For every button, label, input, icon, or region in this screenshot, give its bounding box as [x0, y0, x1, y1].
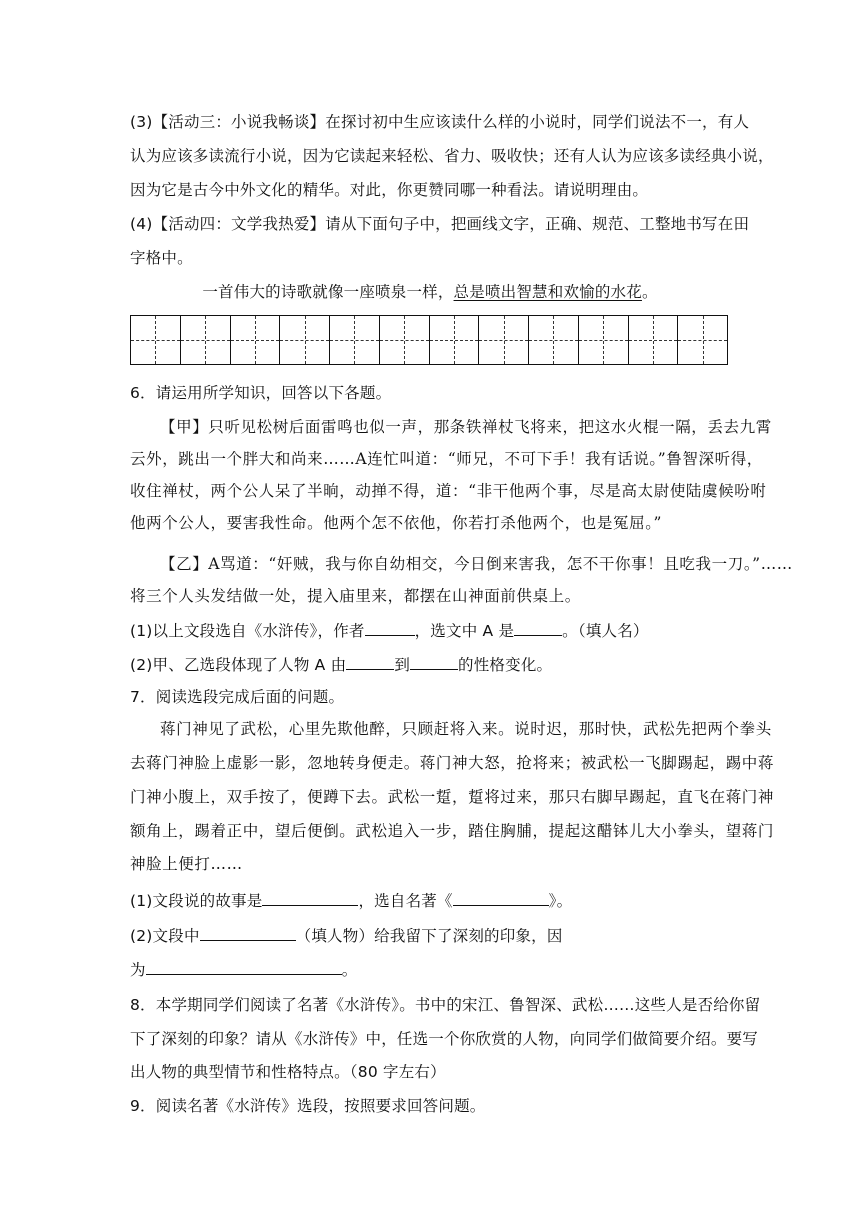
q6-sub2-text-a: (2)甲、乙选段体现了人物 A 由 — [130, 656, 347, 674]
grid-cell[interactable] — [231, 316, 281, 364]
grid-cell[interactable] — [529, 316, 579, 364]
q7-sub1-text-b: ，选自名著《 — [358, 892, 453, 910]
q5-item4-line2: 字格中。 — [130, 249, 193, 267]
q8-line3: 出人物的典型情节和性格特点。（80 字左右） — [130, 1063, 446, 1081]
grid-cell[interactable] — [131, 316, 181, 364]
q7-stem: 7．阅读选段完成后面的问题。 — [130, 688, 345, 706]
q6-jia-line4: 他两个公人，要害我性命。他两个怎不依他，你若打杀他两个，也是冤屈。” — [130, 514, 663, 532]
q8-line2: 下了深刻的印象？请从《水浒传》中，任选一个你欣赏的人物，向同学们做简要介绍。要写 — [130, 1030, 759, 1048]
q7-passage-line3: 门神小腹上，双手按了，便蹲下去。武松一踅，踅将过来，那只右脚早踢起，直飞在蒋门神 — [130, 788, 775, 806]
q7-sub1-text-c: 》。 — [548, 892, 573, 910]
q6-sub1-text-a: (1)以上文段选自《水浒传》，作者 — [130, 622, 365, 640]
q6-yi-line2: 将三个人头发结做一处，提入庙里来，都摆在山神面前供桌上。 — [130, 587, 581, 605]
q6-sub1 — [130, 619, 740, 642]
q6-jia-line2: 云外，跳出一个胖大和尚来……A连忙叫道：“师兄，不可下手！我有话说。”鲁智深听得， — [130, 450, 763, 468]
story-blank[interactable] — [262, 889, 358, 906]
q7-sub2 — [130, 924, 740, 947]
q7-sub2-text-d: 。 — [341, 961, 358, 979]
q7-passage-line4: 额角上，踢着正中，望后便倒。武松追入一步，踏住胸脯，提起这醋钵儿大小拳头，望蒋门 — [130, 822, 775, 840]
q5-item3-line3: 因为它是古今中外文化的精华。对此，你更赞同哪一种看法。请说明理由。 — [130, 181, 649, 199]
person-blank[interactable] — [200, 924, 296, 941]
q6-sub1-text-c: 。（填人名） — [562, 622, 649, 640]
q6-jia-line3: 收住禅杖，两个公人呆了半晌，动掸不得，道：“非干他两个事，尽是高太尉使陆虞候吩咐 — [130, 482, 767, 500]
grid-cell[interactable] — [280, 316, 330, 364]
q6-sub2-text-c: 的性格变化。 — [458, 656, 553, 674]
q6-stem: 6．请运用所学知识，回答以下各题。 — [130, 384, 392, 402]
q7-sub2-text-b: （填人物）给我留下了深刻的印象，因 — [295, 927, 563, 945]
q6-jia-line1: 【甲】只听见松树后面雷鸣也似一声，那条铁禅杖飞将来，把这水火棍一隔，丢去九霄 — [160, 418, 772, 436]
character-a-blank[interactable] — [514, 619, 562, 636]
sentence-plain: 一首伟大的诗歌就像一座喷泉一样， — [202, 283, 454, 301]
grid-cell[interactable] — [330, 316, 380, 364]
grid-cell[interactable] — [678, 316, 727, 364]
grid-cell[interactable] — [430, 316, 480, 364]
q5-item3-line2: 认为应该多读流行小说，因为它读起来轻松、省力、吸收快；还有人认为应该多读经典小说， — [130, 147, 774, 165]
tianzi-grid[interactable] — [130, 315, 728, 365]
q7-passage-line5: 神脸上便打…… — [130, 855, 243, 873]
grid-cell[interactable] — [579, 316, 629, 364]
q6-sub1-text-b: ，选文中 A 是 — [414, 622, 515, 640]
book-blank[interactable] — [453, 889, 549, 906]
grid-cell[interactable] — [380, 316, 430, 364]
sentence-end: 。 — [641, 283, 658, 301]
author-blank[interactable] — [365, 619, 415, 636]
q6-sub2-text-b: 到 — [394, 656, 411, 674]
q7-passage-line2: 去蒋门神脸上虚影一影，忽地转身便走。蒋门神大怒，抢将来；被武松一飞脚踢起，踢中蒋 — [130, 754, 775, 772]
q7-sub2-text-c: 为 — [130, 961, 146, 979]
q5-item4-sentence — [130, 281, 730, 303]
grid-cell[interactable] — [479, 316, 529, 364]
grid-cell[interactable] — [629, 316, 679, 364]
q7-sub2-cont — [130, 958, 740, 981]
grid-cell[interactable] — [181, 316, 231, 364]
q7-sub1-text-a: (1)文段说的故事是 — [130, 892, 263, 910]
q6-sub2 — [130, 653, 740, 676]
trait-to-blank[interactable] — [410, 653, 458, 670]
q7-sub2-text-a: (2)文段中 — [130, 927, 200, 945]
trait-from-blank[interactable] — [346, 653, 394, 670]
sentence-underlined: 总是喷出智慧和欢愉的水花 — [453, 283, 642, 301]
q6-yi-line1: 【乙】A骂道：“奸贼，我与你自幼相交，今日倒来害我，怎不干你事！且吃我一刀。”…… — [160, 555, 793, 573]
reason-blank[interactable] — [146, 958, 342, 975]
q7-passage-line1: 蒋门神见了武松，心里先欺他醉，只顾赶将入来。说时迟，那时快，武松先把两个拳头 — [160, 720, 772, 738]
q7-sub1 — [130, 889, 740, 912]
q5-item4-line1: (4)【活动四：文学我热爱】请从下面句子中，把画线文字，正确、规范、工整地书写在田 — [130, 215, 750, 233]
q5-item3-line1: (3)【活动三：小说我畅谈】在探讨初中生应该读什么样的小说时，同学们说法不一，有人 — [130, 113, 750, 131]
q8-line1: 8．本学期同学们阅读了名著《水浒传》。书中的宋江、鲁智深、武松……这些人是否给你留 — [130, 996, 761, 1014]
q9-stem: 9．阅读名著《水浒传》选段，按照要求回答问题。 — [130, 1097, 486, 1115]
